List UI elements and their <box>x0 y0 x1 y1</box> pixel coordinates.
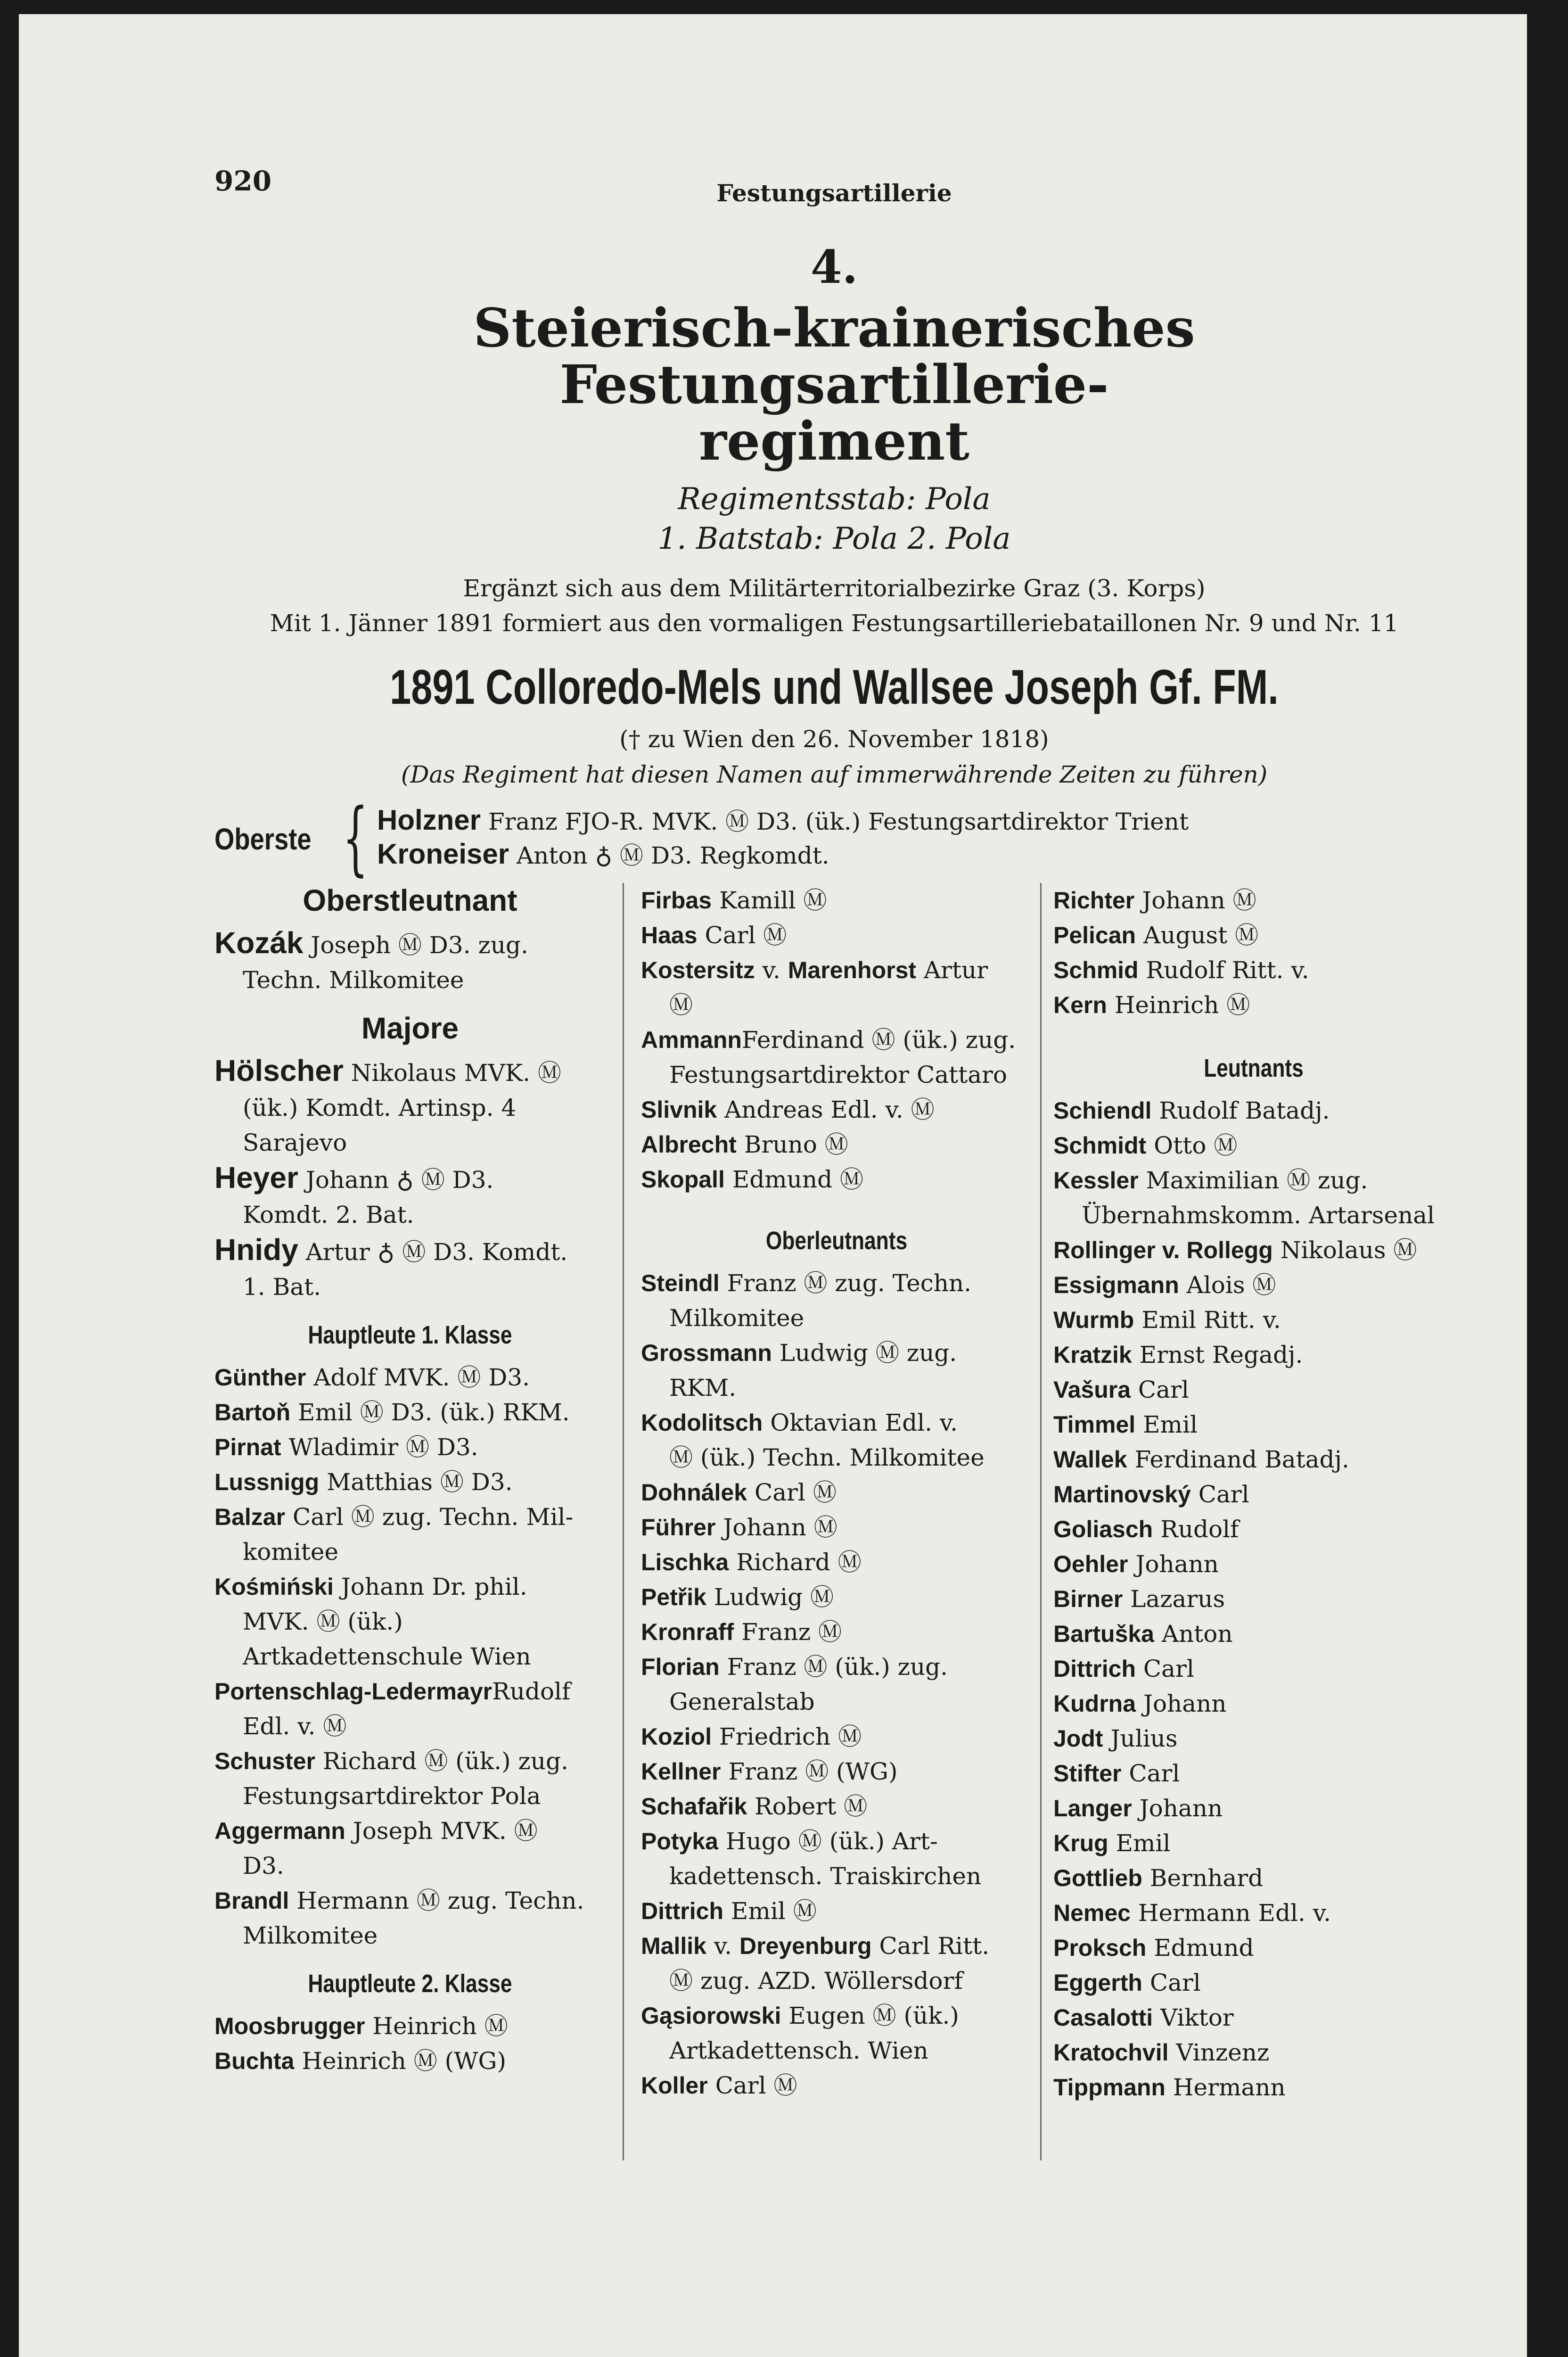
officer-entry: Proksch Edmund <box>1053 1934 1254 1961</box>
officer-entry: Koziol Friedrich Ⓜ <box>641 1723 862 1750</box>
officer-entry: Gąsiorowski Eugen Ⓜ (ük.) Artkadettensch. Wien <box>641 2002 959 2064</box>
officer-entry: Birner Lazarus <box>1053 1585 1225 1613</box>
section-heading: Oberleutnants <box>765 1227 908 1255</box>
officer-entry: Heyer Johann ♁ Ⓜ D3. Komdt. 2. Bat. <box>214 1161 494 1228</box>
officer-entry: Bartuška Anton <box>1053 1620 1233 1648</box>
officer-entry: Hnidy Artur ♁ Ⓜ D3. Komdt. 1. Bat. <box>214 1233 568 1301</box>
officer-entry: Albrecht Bruno Ⓜ <box>641 1131 848 1158</box>
officer-entry: Kudrna Johann <box>1053 1690 1227 1717</box>
officer-entry: Portenschlag-LedermayrRudolf Edl. v. Ⓜ <box>214 1678 571 1740</box>
officer-entry: Schmidt Otto Ⓜ <box>1053 1132 1238 1159</box>
officer-entry: Eggerth Carl <box>1053 1969 1201 1996</box>
regiment-title-line1: Steierisch-krainerisches Festungsartillerie- <box>473 297 1195 416</box>
page-content <box>214 165 1454 2160</box>
officer-entry: Steindl Franz Ⓜ zug. Techn. Milkomitee <box>641 1269 972 1332</box>
column-rule <box>623 883 624 2160</box>
officer-entry: Slivnik Andreas Edl. v. Ⓜ <box>641 1096 935 1123</box>
officer-entry: Dittrich Carl <box>1053 1655 1194 1682</box>
officer-entry: Jodt Julius <box>1053 1725 1178 1752</box>
officer-entry: Florian Franz Ⓜ (ük.) zug. Generalstab <box>641 1653 948 1715</box>
document-page <box>19 14 1527 2357</box>
officer-entry: Hölscher Nikolaus MVK. Ⓜ (ük.) Komdt. Artinsp. 4 Sarajevo <box>214 1054 561 1156</box>
officer-entry: Schuster Richard Ⓜ (ük.) zug. Festungsartdirektor Pola <box>214 1747 568 1810</box>
officer-entry: Firbas Kamill Ⓜ <box>641 887 827 914</box>
regiment-motto: (Das Regiment hat diesen Namen auf immerwährende Zeiten zu führen) <box>401 761 1268 788</box>
officer-entry: Kratochvil Vinzenz <box>1053 2039 1270 2066</box>
officer-entry: Richter Johann Ⓜ <box>1053 887 1256 914</box>
officer-entry: Kessler Maximilian Ⓜ zug. Übernahmskomm. Artarsenal <box>1053 1167 1435 1229</box>
section-heading: Hauptleute 1. Klasse <box>308 1321 512 1349</box>
officer-entry: Dittrich Emil Ⓜ <box>641 1897 817 1925</box>
officer-entry: Aggermann Joseph MVK. Ⓜ D3. <box>214 1817 538 1879</box>
officer-entry: Lussnigg Matthias Ⓜ D3. <box>214 1468 513 1496</box>
officer-entry: Führer Johann Ⓜ <box>641 1514 837 1541</box>
officer-entry: Schafařik Robert Ⓜ <box>641 1793 868 1820</box>
officer-entry: Timmel Emil <box>1053 1411 1198 1438</box>
officer-entry: Vašura Carl <box>1053 1376 1189 1403</box>
page-number: 920 <box>214 165 272 197</box>
regiment-number: 4. <box>810 240 858 294</box>
battalion-staff: 1. Batstab: Pola 2. Pola <box>657 521 1011 556</box>
regiment-title <box>214 297 1454 472</box>
officer-entry: Schmid Rudolf Ritt. v. <box>1053 956 1309 984</box>
officer-entry: Kronraff Franz Ⓜ <box>641 1618 842 1646</box>
officer-entry: Krug Emil <box>1053 1830 1171 1857</box>
running-head: Festungsartillerie <box>716 179 952 207</box>
officer-entry: Mallik v. Dreyenburg Carl Ritt. Ⓜ zug. AZD. Wöllersdorf <box>641 1932 990 1994</box>
recruitment-line: Ergänzt sich aus dem Militärterritorialbezirke Graz (3. Korps) <box>463 575 1206 602</box>
officer-entry: Kozák Joseph Ⓜ D3. zug. Techn. Milkomitee <box>214 926 528 994</box>
officer-entry: Rollinger v. Rollegg Nikolaus Ⓜ <box>1053 1236 1417 1264</box>
officer-entry: Schiendl Rudolf Batadj. <box>1053 1097 1330 1124</box>
officer-entry: Tippmann Hermann <box>1053 2074 1286 2101</box>
officer-entry: Wallek Ferdinand Batadj. <box>1053 1446 1349 1473</box>
formation-line: Mit 1. Jänner 1891 formiert aus den vormaligen Festungsartilleriebataillonen Nr. 9 und Nr. 11 <box>270 610 1399 637</box>
officer-columns <box>214 883 1454 2160</box>
officer-entry: AmmannFerdinand Ⓜ (ük.) zug. Festungsartdirektor Cattaro <box>641 1026 1016 1088</box>
officer-entry: Kern Heinrich Ⓜ <box>1053 991 1250 1019</box>
section-heading: Oberstleutnant <box>303 883 517 917</box>
officer-entry: Petřik Ludwig Ⓜ <box>641 1583 834 1611</box>
oberst-entry: Kroneiser Anton ♁ Ⓜ D3. Regkomdt. <box>377 838 829 870</box>
regiment-patron: 1891 Colloredo-Mels und Wallsee Joseph Gf. FM. <box>390 660 1279 715</box>
oberst-entry: Holzner Franz FJO-R. MVK. Ⓜ D3. (ük.) Festungsartdirektor Trient <box>377 804 1189 836</box>
column-rule <box>1040 883 1042 2160</box>
officer-entry: Brandl Hermann Ⓜ zug. Techn. Milkomitee <box>214 1887 584 1949</box>
officer-entry: Potyka Hugo Ⓜ (ük.) Art- kadettensch. Traiskirchen <box>641 1828 982 1890</box>
officer-entry: Nemec Hermann Edl. v. <box>1053 1899 1331 1927</box>
officer-entry: Wurmb Emil Ritt. v. <box>1053 1306 1281 1334</box>
officer-entry: Kellner Franz Ⓜ (WG) <box>641 1758 898 1785</box>
officer-entry: Grossmann Ludwig Ⓜ zug. RKM. <box>641 1339 957 1401</box>
officer-entry: Skopall Edmund Ⓜ <box>641 1166 863 1193</box>
patron-death: († zu Wien den 26. November 1818) <box>619 725 1049 753</box>
officer-entry: Kodolitsch Oktavian Edl. v. Ⓜ (ük.) Techn. Milkomitee <box>641 1409 985 1471</box>
officer-entry: Günther Adolf MVK. Ⓜ D3. <box>214 1364 530 1391</box>
officer-entry: Casalotti Viktor <box>1053 2004 1234 2031</box>
column-3 <box>1053 883 1454 2105</box>
regiment-title-line2: regiment <box>698 411 970 472</box>
officer-entry: Haas Carl Ⓜ <box>641 922 787 949</box>
officer-entry: Essigmann Alois Ⓜ <box>1053 1271 1276 1299</box>
section-heading: Hauptleute 2. Klasse <box>308 1970 512 1998</box>
officer-entry: Bartoň Emil Ⓜ D3. (ük.) RKM. <box>214 1399 570 1426</box>
officer-entry: Goliasch Rudolf <box>1053 1516 1239 1543</box>
officer-entry: Lischka Richard Ⓜ <box>641 1549 862 1576</box>
column-1 <box>214 883 606 2078</box>
officer-entry: Moosbrugger Heinrich Ⓜ <box>214 2012 508 2040</box>
officer-entry: Pelican August Ⓜ <box>1053 922 1259 949</box>
officer-entry: Kratzik Ernst Regadj. <box>1053 1341 1303 1368</box>
officer-entry: Kośmiński Johann Dr. phil. MVK. Ⓜ (ük.) Artkadettenschule Wien <box>214 1573 531 1670</box>
officer-entry: Koller Carl Ⓜ <box>641 2072 797 2099</box>
section-heading: Leutnants <box>1204 1054 1304 1082</box>
brace-glyph: { <box>343 791 369 885</box>
column-2 <box>641 883 1032 2103</box>
officer-entry: Kostersitz v. Marenhorst Artur Ⓜ <box>641 956 988 1019</box>
officer-entry: Buchta Heinrich Ⓜ (WG) <box>214 2047 506 2075</box>
officer-entry: Balzar Carl Ⓜ zug. Techn. Mil- komitee <box>214 1503 574 1566</box>
officer-entry: Dohnálek Carl Ⓜ <box>641 1479 837 1506</box>
officer-entry: Langer Johann <box>1053 1795 1223 1822</box>
oberste-block <box>214 791 1454 885</box>
officer-entry: Gottlieb Bernhard <box>1053 1864 1264 1892</box>
page-header <box>214 165 1454 222</box>
section-heading: Majore <box>361 1011 459 1045</box>
oberste-label: Oberste <box>214 822 312 856</box>
regiment-staff: Regimentsstab: Pola <box>678 482 991 517</box>
officer-entry: Martinovský Carl <box>1053 1481 1249 1508</box>
officer-entry: Stifter Carl <box>1053 1760 1180 1787</box>
officer-entry: Oehler Johann <box>1053 1550 1219 1578</box>
officer-entry: Pirnat Wladimir Ⓜ D3. <box>214 1434 478 1461</box>
